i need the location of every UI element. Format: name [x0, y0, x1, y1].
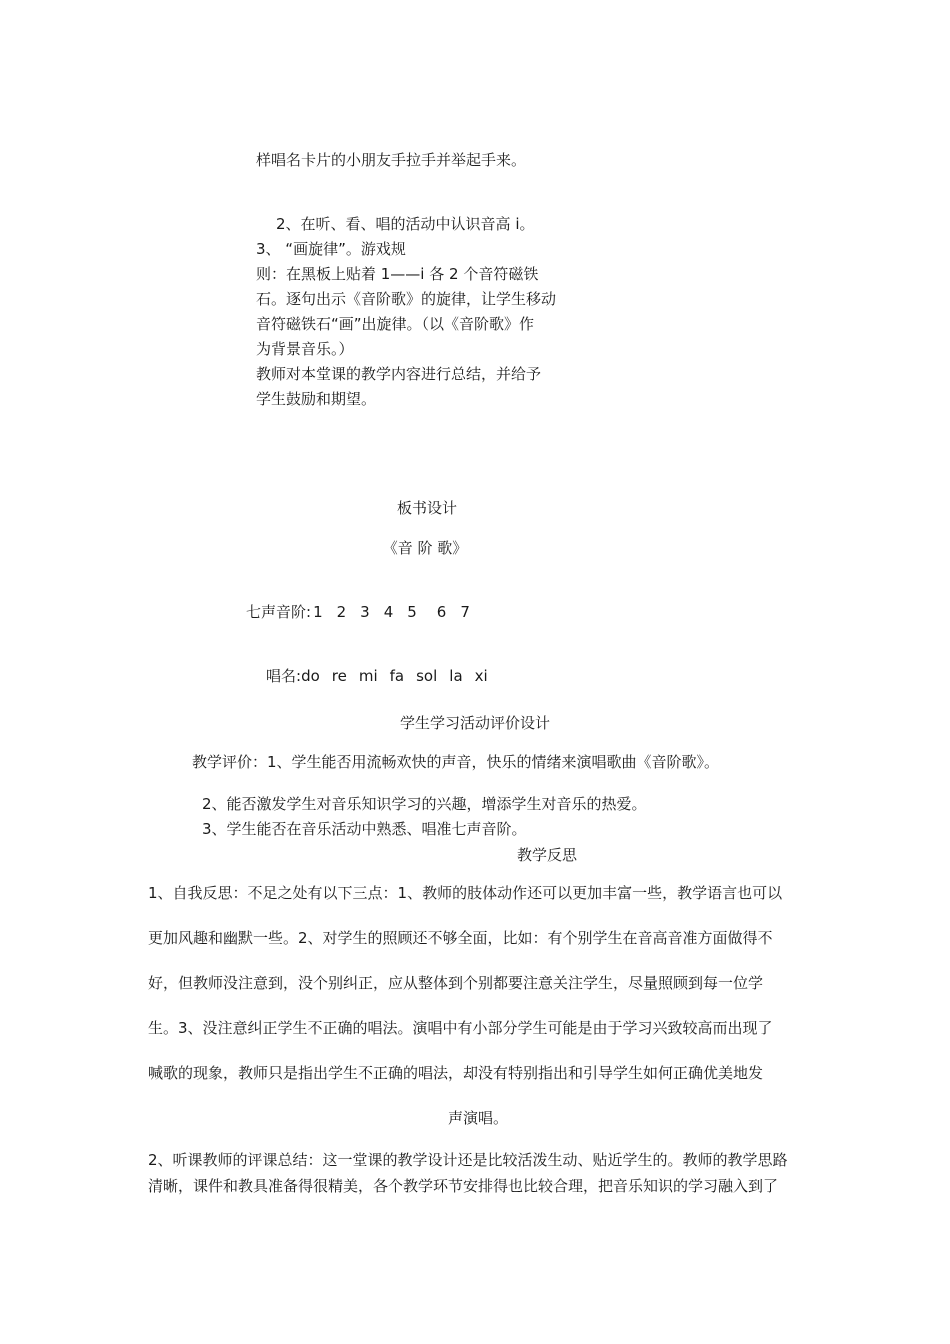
solfege-syllable: sol: [416, 667, 438, 685]
activity-item-3-line: 则：在黑板上贴着 1——i 各 2 个音符磁铁: [256, 265, 539, 283]
evaluation-item-3: 3、学生能否在音乐活动中熟悉、唱准七声音阶。: [202, 820, 527, 838]
activity-item-2: 2、在听、看、唱的活动中认识音高 i。: [276, 215, 535, 233]
evaluation-item-2: 2、能否激发学生对音乐知识学习的兴趣，增添学生对音乐的热爱。: [202, 795, 647, 813]
reflection-heading: 教学反思: [516, 846, 577, 864]
activity-item-3-line: 为背景音乐。）: [256, 340, 354, 358]
solfege-row: [266, 666, 500, 686]
scale-note: 4: [383, 603, 394, 621]
song-title: 《音 阶 歌》: [382, 539, 468, 557]
paragraph-line: 1、自我反思：不足之处有以下三点：1、教师的肢体动作还可以更加丰富一些，教学语言也可以: [148, 884, 783, 902]
board-heading: 板书设计: [396, 499, 457, 517]
activity-item-3-line: 石。逐句出示《音阶歌》的旋律，让学生移动: [256, 290, 557, 308]
paragraph-line: 清晰，课件和教具准备得很精美，各个教学环节安排得也比较合理，把音乐知识的学习融入到了: [148, 1177, 779, 1195]
scale-note: 6: [436, 603, 447, 621]
solfege-syllable: re: [331, 667, 347, 685]
scale-note: 7: [460, 603, 470, 621]
paragraph-line: 好，但教师没注意到，没个别纠正，应从整体到个别都要注意关注学生，尽量照顾到每一位学: [148, 974, 764, 992]
paragraph-line: 生。3、没注意纠正学生不正确的唱法。演唱中有小部分学生可能是由于学习兴致较高而出现了: [148, 1019, 773, 1037]
solfege-syllable: do: [301, 667, 320, 685]
top-line: 样唱名卡片的小朋友手拉手并举起手来。: [256, 151, 527, 169]
scale-note: 5: [407, 603, 417, 621]
peer-review-paragraph: [148, 1147, 808, 1199]
paragraph-line: 喊歌的现象，教师只是指出学生不正确的唱法，却没有特别指出和引导学生如何正确优美地发: [148, 1064, 764, 1082]
scale-row: [246, 602, 484, 622]
paragraph-line: 声演唱。: [447, 1109, 508, 1127]
solfege-syllable: mi: [358, 667, 378, 685]
summary-line: 学生鼓励和期望。: [256, 390, 377, 408]
activity-item-3-line: 音符磁铁石“画”出旋律。（以《音阶歌》作: [256, 315, 535, 333]
evaluation-item-1: 教学评价：1、学生能否用流畅欢快的声音，快乐的情绪来演唱歌曲《音阶歌》。: [192, 753, 720, 771]
paragraph-line: 更加风趣和幽默一些。2、对学生的照顾还不够全面，比如：有个别学生在音高音准方面做得不: [148, 929, 773, 947]
summary-line: 教师对本堂课的教学内容进行总结，并给予: [256, 365, 542, 383]
activity-list: [256, 212, 566, 412]
scale-note: 3: [360, 603, 370, 621]
evaluation-heading: 学生学习活动评价设计: [399, 714, 550, 732]
solfege-label: 唱名:: [266, 667, 302, 685]
activity-item-3-line: 3、 “画旋律”。游戏规: [256, 240, 406, 258]
scale-label: 七声音阶:: [246, 603, 312, 621]
scale-note: 2: [336, 603, 347, 621]
solfege-syllable: fa: [389, 667, 405, 685]
solfege-syllable: la: [449, 667, 463, 685]
solfege-syllable: xi: [474, 667, 488, 685]
scale-note: 1: [313, 603, 323, 621]
self-reflection-paragraph: [148, 883, 808, 1153]
paragraph-line: 2、听课教师的评课总结：这一堂课的教学设计还是比较活泼生动、贴近学生的。教师的教学思路: [148, 1151, 788, 1169]
